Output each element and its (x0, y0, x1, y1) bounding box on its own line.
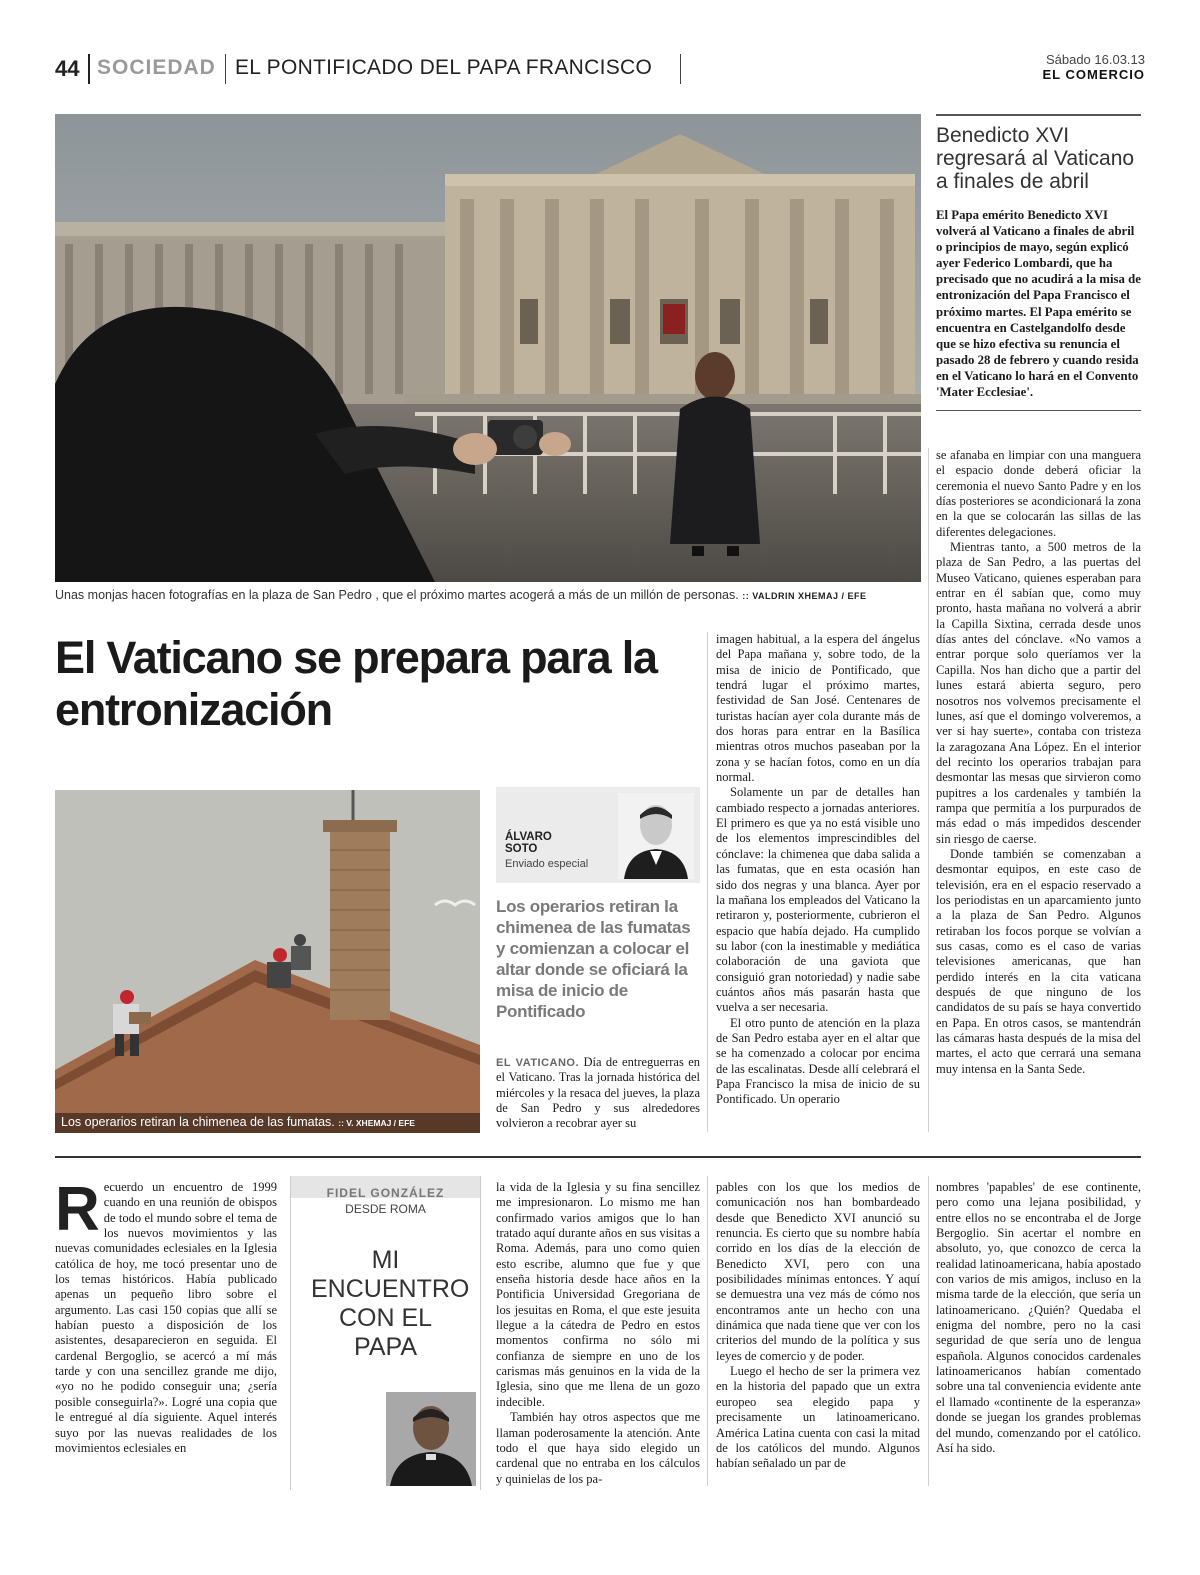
section-name[interactable]: SOCIEDAD (97, 56, 216, 79)
newspaper-name: EL COMERCIO (1042, 67, 1145, 82)
chimney-photo-caption (55, 1113, 480, 1133)
column-divider (707, 632, 708, 1132)
article-paragraph: Mientras tanto, a 500 metros de la plaza de San Pedro, a las puertas del Museo Vaticano, quienes esperaban para entrar en él sabían que, como muy pronto, hasta mañana no volverá a abrir la Capilla Sixtina, cerrada desde unos días antes del cónclave. «No vamos a entrar porque solo queríamos ver la Capilla. Nos han dicho que a partir del lunes estará abierta seguro, pero nosotros nos volvemos precisamente el lunes, así que el domingo volveremos, a ver si hay suerte», contaba con tristeza la zaragozana Ana López. En el interior del recinto los operarios trabajan para desmontar las mesas que sirvieron como pupitres a los cardenales y también la rampa que permitía a los purpurados de más edad o más impedidos descender sin riesgo de caerse. (936, 540, 1141, 846)
opinion-paragraph: la vida de la Iglesia y su fina sencillez me impresionaron. Lo mismo me han confirmado varios amigos que lo han tratado aquí durante años en sus visitas a Roma. Además, para uno como quien esto escribe, alumno que fue y que enseña historia desde hace años en la Pontificia Universidad Gregoriana de los jesuitas en Roma, el que este jesuita llegue a la cátedra de Pedro en estos momentos confirma no sólo mi confianza de siempre en uno de los carismas más genuinos en la vida de la Iglesia, sino que me llena de un gozo indecible. (496, 1180, 700, 1409)
main-photo-caption (55, 588, 921, 602)
opinion-location: DESDE ROMA (345, 1202, 426, 1216)
caption-text: Unas monjas hacen fotografías en la plaza de San Pedro , que el próximo martes acogerá a más de un millón de personas. (55, 588, 739, 602)
header-divider (225, 54, 226, 84)
article-paragraph: El otro punto de atención en la plaza de San Pedro estaba ayer en el altar que se ha comenzado a colocar por encima de las escalinatas. Desde allí celebrará el Papa Francisco la misa de inicio de su Pontificado. Un operario (716, 1015, 920, 1107)
article-text: Día de entreguerras en el Vaticano. Tras la jornada histórica del miércoles y la resaca del jueves, la plaza de San Pedro y sus alrededores volvieron a recobrar ayer su (496, 1055, 701, 1131)
photo-credit: :: VALDRIN XHEMAJ / EFE (742, 591, 867, 601)
article-paragraph: Donde también se comenzaban a desmontar equipos, en este caso de televisión, era en el espacio reservado a los periodistas en un aparcamiento junto a la plaza de San Pedro. Algunos retiraban los focos porque se volvían a sus casas, como es el caso de varias televisiones americanas, que han perdido interés en la cita vaticana después de que ninguno de los candidatos de su país se haya convertido en Papa. En otros casos, se mantendrán las cámaras hasta después de la misa del martes, el acto que cerrará una semana muy intensa en la Santa Sede. (936, 846, 1141, 1076)
header-divider (88, 54, 90, 84)
chimney-photo (55, 790, 480, 1133)
topic-title: EL PONTIFICADO DEL PAPA FRANCISCO (235, 56, 653, 79)
opinion-paragraph: Luego el hecho de ser la primera vez en la historia del papado que un extra europeo sea elegido papa y precisamente un latinoamericano. América Latina cuenta con casi la mitad de los católicos del mundo. Algunos habían señalado un par de (716, 1364, 920, 1471)
opinion-text: ecuerdo un encuentro de 1999 cuando en una reunión de obispos de todo el mundo sobre el tema de los nuevos movimientos y las nuevas comunidades eclesiales en la Iglesia católica de hoy, me tocó presentar uno de los temas históricos. Había publicado apenas un pequeño libro sobre el argumento. Las casi 150 copias que allí se habían puesto a disposición de los asistentes, desaparecieron en seguida. El cardenal Bergoglio, se acercó a mí más tarde y con una sencillez grande me dijo, «yo no he podido conseguir una; ¿sería posible conseguirla?». Logré una copia que le entregué al día siguiente. Aquel interés suyo por las nuevas realidades de los movimientos eclesiales en (55, 1180, 277, 1455)
sidebar-end-rule (936, 410, 1141, 411)
issue-date: Sábado 16.03.13 (1045, 52, 1145, 67)
author-box (496, 787, 700, 883)
column-divider (928, 1176, 929, 1486)
article-subhead: Los operarios retiran la chimenea de las fumatas y comienzan a colocar el altar donde se oficiará la misa de inicio de Pontificado (496, 897, 691, 1021)
sidebar-story (936, 114, 1141, 411)
main-photo (55, 114, 921, 582)
author-photo (618, 793, 694, 879)
author-role: Enviado especial (505, 858, 589, 870)
opinion-paragraph: También hay otros aspectos que me llaman poderosamente la atención. Ante todo el que haya sido elegido un cardenal que no entraba en los cálculos y quinielas de los pa- (496, 1410, 700, 1486)
header-divider (680, 54, 681, 84)
article-column-2 (716, 632, 920, 1108)
article-headline: El Vaticano se prepara para la entronización (55, 632, 657, 735)
caption-text: Los operarios retiran la chimenea de las fumatas. (61, 1115, 335, 1129)
sidebar-title: Benedicto XVI regresará al Vaticano a finales de abril (936, 124, 1135, 193)
article-kicker: EL VATICANO. (496, 1057, 580, 1069)
article-column-1 (496, 1055, 700, 1132)
column-divider (928, 448, 929, 1132)
author-name: ÁLVARO SOTO (505, 831, 552, 855)
main-photo-illustration (55, 114, 921, 582)
opinion-paragraph: pables con los que los medios de comunicación nos han bombardeado desde que Benedicto XVI anunció su renuncia. Es cierto que su nombre había corrido en los días de la elección de Benedicto XVI, pero con una posibilidades mínimas entonces. Y aquí se demuestra una vez más de cómo nos encontramos ante un hecho con una dinámica que nada tiene que ver con los criterios del mundo de la política y sus leyes de comercio y de poder. (716, 1180, 920, 1363)
article-paragraph: se afanaba en limpiar con una manguera el espacio donde deberá oficiar la ceremonia el nuevo Santo Padre y en los días posteriores se acondicionará la zona en la que se colocarán las sillas de las diferentes delegaciones. (936, 448, 1141, 539)
opinion-box (290, 1176, 481, 1490)
opinion-column-2 (496, 1180, 700, 1487)
sidebar-body: El Papa emérito Benedicto XVI volverá al Vaticano a finales de abril o principios de mayo, según explicó ayer Federico Lombardi, que ha precisado que no acudirá a la misa de entronización del Papa Francisco el próximo martes. El Papa emérito se encuentra en Castelgandolfo desde que se hizo efectiva su renuncia el pasado 28 de febrero y cuando resida en el Vaticano lo hará en el Convento 'Mater Ecclesiae'. (936, 208, 1141, 400)
chimney-photo-illustration (55, 790, 480, 1133)
opinion-author-photo (386, 1392, 476, 1486)
opinion-column-3 (716, 1180, 920, 1472)
opinion-column-4 (936, 1180, 1141, 1456)
article-paragraph: Solamente un par de detalles han cambiado respecto a jornadas anteriores. El primero es que ya no está visible uno de los elementos imprescindibles del cónclave: la chimenea que daba salida a las fumatas, que en esta ocasión han sido dos negras y una blanca. Ayer por la mañana los empleados del Vaticano la retiraron y, posteriormente, cubrieron el espacio que había dejado. Ha cumplido su labor (con la inestimable y mediática colaboración de una gaviota que consiguió gran notoriedad) y nadie sabe cuántos años más pasarán hasta que vuelva a ser necesaria. (716, 785, 920, 1015)
sidebar-rule (936, 114, 1141, 116)
page-header (55, 52, 1145, 92)
opinion-author: FIDEL GONZÁLEZ (326, 1186, 445, 1200)
drop-cap: R (55, 1175, 100, 1244)
article-column-3 (936, 448, 1141, 1077)
opinion-title: MI ENCUENTRO CON EL PAPA (311, 1246, 470, 1361)
section-rule (55, 1156, 1141, 1158)
photo-credit: :: V. XHEMAJ / EFE (338, 1118, 415, 1128)
page-number: 44 (55, 56, 80, 81)
opinion-column-1 (55, 1175, 277, 1456)
opinion-paragraph: nombres 'papables' de ese continente, pero como una lejana posibilidad, y entre ellos no se encontraba el de Jorge Bergoglio. Sin acertar el nombre en absoluto, yo, que conozco de cerca la realidad latinoamericana, había apostado con varios de mis amigos, incluso en la misma tarde de la elección, que sería un latinoamericano. ¿Quién? Quedaba el enigma del nombre, pero no la casi seguridad de que sería uno de lengua española. Algunos conocidos cardenales latinoamericanos habían comentado sobre una tal conveniencia evidente ante el llamado «continente de la esperanza» donde se juegan los grandes problemas del mundo, comenzando por el católico. Así ha sido. (936, 1180, 1141, 1455)
article-paragraph: imagen habitual, a la espera del ángelus del Papa mañana y, sobre todo, de la misa de inicio de Pontificado, que tendrá lugar el próximo martes, festividad de San José. Centenares de turistas hacían ayer cola durante más de dos horas para entrar en la Basílica mientras otros muchos paseaban por la zona y se hacían fotos, como en un día normal. (716, 632, 920, 785)
column-divider (707, 1176, 708, 1486)
